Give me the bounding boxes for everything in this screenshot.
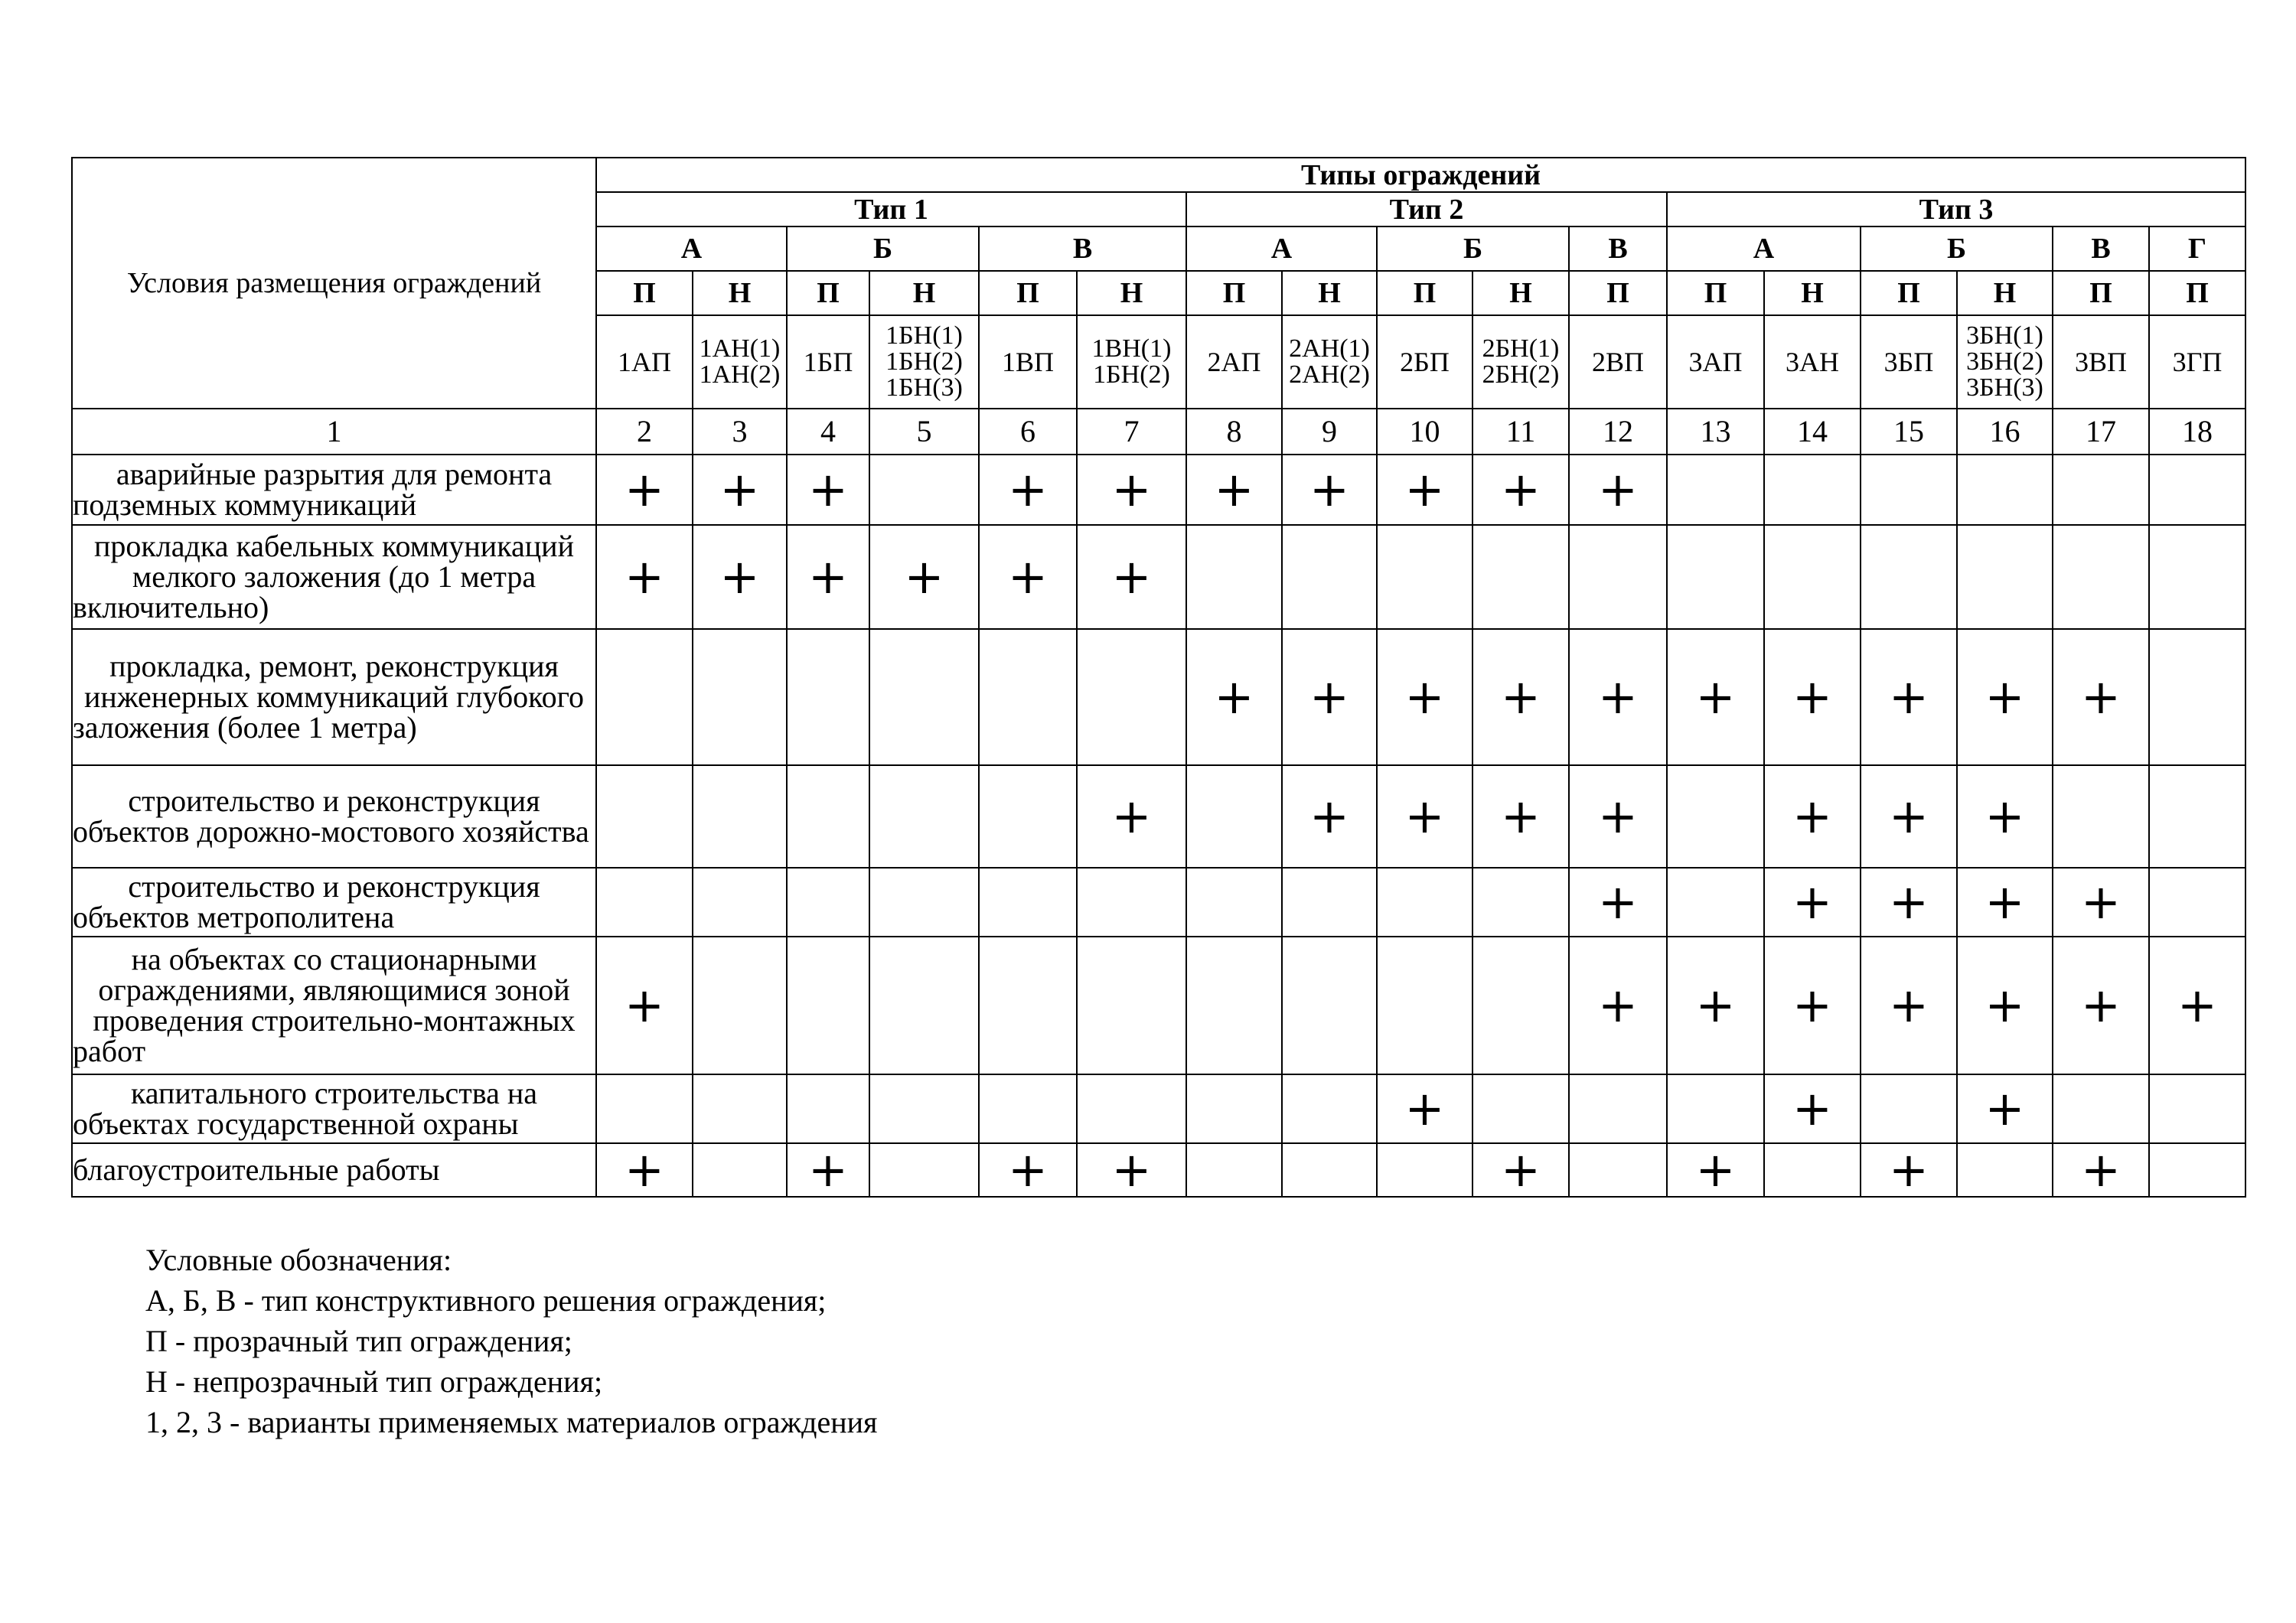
empty-cell bbox=[1667, 1074, 1764, 1143]
empty-cell bbox=[1186, 1074, 1282, 1143]
applicable-mark: + bbox=[1473, 629, 1569, 765]
applicable-mark: + bbox=[1569, 765, 1667, 868]
design-header: А bbox=[1186, 227, 1377, 271]
applicable-mark: + bbox=[1077, 455, 1186, 525]
transparency-header: Н bbox=[1764, 271, 1861, 315]
legend-line-materials: 1, 2, 3 - варианты применяемых материалов ограждения bbox=[145, 1405, 878, 1439]
empty-cell bbox=[1186, 868, 1282, 937]
empty-cell bbox=[2149, 1074, 2245, 1143]
empty-cell bbox=[1861, 525, 1957, 629]
applicable-mark: + bbox=[1282, 455, 1377, 525]
applicable-mark: + bbox=[1957, 765, 2053, 868]
empty-cell bbox=[1569, 525, 1667, 629]
column-number: 11 bbox=[1473, 409, 1569, 455]
empty-cell bbox=[1473, 1074, 1569, 1143]
applicable-mark: + bbox=[2149, 937, 2245, 1074]
empty-cell bbox=[1282, 525, 1377, 629]
fence-code-cell bbox=[693, 315, 787, 409]
empty-cell bbox=[1077, 1074, 1186, 1143]
empty-cell bbox=[2149, 868, 2245, 937]
empty-cell bbox=[1282, 868, 1377, 937]
empty-cell bbox=[2053, 765, 2149, 868]
empty-cell bbox=[2053, 525, 2149, 629]
applicable-mark: + bbox=[979, 455, 1077, 525]
applicable-mark: + bbox=[1764, 937, 1861, 1074]
empty-cell bbox=[787, 1074, 869, 1143]
fence-code: 3БН(2) bbox=[1966, 347, 2043, 376]
fence-code: 3ВП bbox=[2074, 347, 2127, 377]
type-group-header: Тип 2 bbox=[1186, 192, 1667, 227]
fence-code: 2АН(2) bbox=[1289, 360, 1370, 389]
empty-cell bbox=[1764, 1143, 1861, 1197]
fence-code-cell bbox=[1077, 315, 1186, 409]
condition-cell: строительство и реконструкция объектов дорожно-мостового хозяйства bbox=[72, 765, 596, 868]
transparency-header: Н bbox=[1957, 271, 2053, 315]
fence-code: 3БН(3) bbox=[1966, 373, 2043, 402]
empty-cell bbox=[1186, 525, 1282, 629]
applicable-mark: + bbox=[1473, 455, 1569, 525]
fence-code: 1БН(2) bbox=[1093, 360, 1170, 389]
empty-cell bbox=[1957, 1143, 2053, 1197]
fence-code: 3АП bbox=[1688, 347, 1743, 377]
column-number: 9 bbox=[1282, 409, 1377, 455]
applicable-mark: + bbox=[596, 1143, 693, 1197]
applicable-mark: + bbox=[1764, 868, 1861, 937]
empty-cell bbox=[596, 629, 693, 765]
applicable-mark: + bbox=[693, 455, 787, 525]
applicable-mark: + bbox=[1667, 1143, 1764, 1197]
design-header: А bbox=[1667, 227, 1861, 271]
empty-cell bbox=[693, 629, 787, 765]
fence-code: 1АН(1) bbox=[699, 334, 781, 363]
fence-code-cell bbox=[1764, 315, 1861, 409]
legend-line-designs: А, Б, В - тип конструктивного решения ограждения; bbox=[145, 1283, 827, 1318]
applicable-mark: + bbox=[1861, 765, 1957, 868]
fence-code-cell bbox=[1473, 315, 1569, 409]
empty-cell bbox=[2053, 455, 2149, 525]
transparency-header: П bbox=[2149, 271, 2245, 315]
fence-code-cell bbox=[1569, 315, 1667, 409]
header-row-types bbox=[72, 158, 2245, 192]
design-header: Б bbox=[787, 227, 979, 271]
table-row bbox=[72, 1143, 2245, 1197]
applicable-mark: + bbox=[1764, 629, 1861, 765]
empty-cell bbox=[1282, 1143, 1377, 1197]
empty-cell bbox=[1473, 868, 1569, 937]
column-number: 6 bbox=[979, 409, 1077, 455]
type-group-header: Тип 1 bbox=[596, 192, 1186, 227]
empty-cell bbox=[1077, 868, 1186, 937]
design-header: В bbox=[979, 227, 1186, 271]
fence-code: 2БН(1) bbox=[1482, 334, 1560, 363]
applicable-mark: + bbox=[1764, 765, 1861, 868]
fence-code-cell bbox=[1957, 315, 2053, 409]
empty-cell bbox=[1861, 455, 1957, 525]
empty-cell bbox=[1282, 937, 1377, 1074]
transparency-header: Н bbox=[1282, 271, 1377, 315]
table-row bbox=[72, 1074, 2245, 1143]
transparency-header: П bbox=[596, 271, 693, 315]
applicable-mark: + bbox=[1077, 525, 1186, 629]
empty-cell bbox=[596, 1074, 693, 1143]
empty-cell bbox=[1667, 525, 1764, 629]
column-number: 17 bbox=[2053, 409, 2149, 455]
condition-cell: прокладка, ремонт, реконструкция инженерных коммуникаций глубокого заложения (более 1 метра) bbox=[72, 629, 596, 765]
applicable-mark: + bbox=[1957, 937, 2053, 1074]
empty-cell bbox=[787, 629, 869, 765]
condition-cell: строительство и реконструкция объектов метрополитена bbox=[72, 868, 596, 937]
fence-code: 1АН(2) bbox=[699, 360, 781, 389]
empty-cell bbox=[869, 1143, 979, 1197]
types-header bbox=[596, 158, 2245, 192]
empty-cell bbox=[2053, 1074, 2149, 1143]
column-number: 4 bbox=[787, 409, 869, 455]
column-number: 14 bbox=[1764, 409, 1861, 455]
fence-code-cell bbox=[1667, 315, 1764, 409]
fence-code-cell bbox=[1282, 315, 1377, 409]
empty-cell bbox=[787, 765, 869, 868]
condition-cell: благоустроительные работы bbox=[72, 1143, 596, 1197]
empty-cell bbox=[2149, 455, 2245, 525]
applicable-mark: + bbox=[1377, 629, 1473, 765]
legend-line-opaque: Н - непрозрачный тип ограждения; bbox=[145, 1364, 603, 1399]
applicable-mark: + bbox=[1667, 937, 1764, 1074]
applicable-mark: + bbox=[787, 455, 869, 525]
fence-code: 2АП bbox=[1207, 347, 1261, 377]
empty-cell bbox=[869, 868, 979, 937]
table-row bbox=[72, 525, 2245, 629]
applicable-mark: + bbox=[596, 455, 693, 525]
table-row bbox=[72, 455, 2245, 525]
fence-code: 3БН(1) bbox=[1966, 321, 2043, 350]
transparency-header: П bbox=[1667, 271, 1764, 315]
fence-code-cell bbox=[2149, 315, 2245, 409]
column-number: 18 bbox=[2149, 409, 2245, 455]
fence-code-cell bbox=[596, 315, 693, 409]
design-header: В bbox=[2053, 227, 2149, 271]
fence-code: 2ВП bbox=[1591, 347, 1644, 377]
empty-cell bbox=[2149, 629, 2245, 765]
fence-code-cell bbox=[979, 315, 1077, 409]
applicable-mark: + bbox=[1667, 629, 1764, 765]
applicable-mark: + bbox=[1861, 1143, 1957, 1197]
fence-types-table bbox=[71, 157, 2246, 1198]
column-number: 12 bbox=[1569, 409, 1667, 455]
table-row bbox=[72, 868, 2245, 937]
applicable-mark: + bbox=[869, 525, 979, 629]
column-number: 15 bbox=[1861, 409, 1957, 455]
empty-cell bbox=[596, 868, 693, 937]
fence-code: 1ВН(1) bbox=[1091, 334, 1172, 363]
empty-cell bbox=[1473, 937, 1569, 1074]
fence-code: 2БН(2) bbox=[1482, 360, 1560, 389]
empty-cell bbox=[787, 937, 869, 1074]
design-header: А bbox=[596, 227, 787, 271]
empty-cell bbox=[1377, 868, 1473, 937]
empty-cell bbox=[1282, 1074, 1377, 1143]
empty-cell bbox=[1377, 525, 1473, 629]
transparency-header: П bbox=[1186, 271, 1282, 315]
design-header: Г bbox=[2149, 227, 2245, 271]
empty-cell bbox=[869, 937, 979, 1074]
empty-cell bbox=[596, 765, 693, 868]
column-number: 16 bbox=[1957, 409, 2053, 455]
applicable-mark: + bbox=[2053, 629, 2149, 765]
empty-cell bbox=[869, 1074, 979, 1143]
transparency-header: Н bbox=[1473, 271, 1569, 315]
empty-cell bbox=[1186, 1143, 1282, 1197]
applicable-mark: + bbox=[1377, 765, 1473, 868]
empty-cell bbox=[979, 1074, 1077, 1143]
applicable-mark: + bbox=[1957, 1074, 2053, 1143]
empty-cell bbox=[1957, 525, 2053, 629]
applicable-mark: + bbox=[2053, 937, 2149, 1074]
design-header: Б bbox=[1377, 227, 1569, 271]
fence-code: 3АН bbox=[1786, 347, 1839, 377]
applicable-mark: + bbox=[1377, 455, 1473, 525]
empty-cell bbox=[1569, 1074, 1667, 1143]
applicable-mark: + bbox=[1957, 629, 2053, 765]
applicable-mark: + bbox=[1861, 629, 1957, 765]
transparency-header: П bbox=[787, 271, 869, 315]
empty-cell bbox=[1764, 525, 1861, 629]
table-row bbox=[72, 937, 2245, 1074]
fence-code-cell bbox=[1377, 315, 1473, 409]
empty-cell bbox=[1667, 868, 1764, 937]
empty-cell bbox=[1569, 1143, 1667, 1197]
transparency-header: П bbox=[1569, 271, 1667, 315]
condition-cell: на объектах со стационарными ограждениями, являющимися зоной проведения строительно-монтажных работ bbox=[72, 937, 596, 1074]
applicable-mark: + bbox=[1569, 868, 1667, 937]
empty-cell bbox=[2149, 765, 2245, 868]
column-number: 3 bbox=[693, 409, 787, 455]
fence-code-cell bbox=[2053, 315, 2149, 409]
applicable-mark: + bbox=[1282, 765, 1377, 868]
legend-line-transparent: П - прозрачный тип ограждения; bbox=[145, 1324, 572, 1358]
empty-cell bbox=[1957, 455, 2053, 525]
applicable-mark: + bbox=[979, 525, 1077, 629]
types-header-text: Типы ограждений bbox=[1300, 158, 1541, 191]
applicable-mark: + bbox=[596, 937, 693, 1074]
empty-cell bbox=[693, 868, 787, 937]
column-number: 2 bbox=[596, 409, 693, 455]
fence-code: 1БП bbox=[803, 347, 853, 377]
transparency-header: Н bbox=[693, 271, 787, 315]
applicable-mark: + bbox=[1377, 1074, 1473, 1143]
table-row bbox=[72, 629, 2245, 765]
condition-cell: капитального строительства на объектах государственной охраны bbox=[72, 1074, 596, 1143]
fence-code: 3ГП bbox=[2172, 347, 2223, 377]
empty-cell bbox=[2149, 525, 2245, 629]
empty-cell bbox=[693, 765, 787, 868]
column-number: 10 bbox=[1377, 409, 1473, 455]
fence-code-cell bbox=[1186, 315, 1282, 409]
applicable-mark: + bbox=[979, 1143, 1077, 1197]
applicable-mark: + bbox=[1077, 1143, 1186, 1197]
applicable-mark: + bbox=[693, 525, 787, 629]
fence-code: 1БН(2) bbox=[885, 347, 963, 376]
empty-cell bbox=[979, 868, 1077, 937]
empty-cell bbox=[869, 629, 979, 765]
empty-cell bbox=[1377, 1143, 1473, 1197]
applicable-mark: + bbox=[1764, 1074, 1861, 1143]
condition-cell: прокладка кабельных коммуникаций мелкого заложения (до 1 метра включительно) bbox=[72, 525, 596, 629]
transparency-header: П bbox=[1377, 271, 1473, 315]
empty-cell bbox=[1764, 455, 1861, 525]
header-row-column-numbers bbox=[72, 409, 2245, 455]
column-number: 1 bbox=[72, 409, 596, 455]
transparency-header: Н bbox=[869, 271, 979, 315]
applicable-mark: + bbox=[596, 525, 693, 629]
applicable-mark: + bbox=[1569, 629, 1667, 765]
empty-cell bbox=[1667, 455, 1764, 525]
applicable-mark: + bbox=[1957, 868, 2053, 937]
applicable-mark: + bbox=[2053, 868, 2149, 937]
design-header: Б bbox=[1861, 227, 2053, 271]
applicable-mark: + bbox=[1861, 937, 1957, 1074]
table-row bbox=[72, 765, 2245, 868]
applicable-mark: + bbox=[1473, 765, 1569, 868]
empty-cell bbox=[787, 868, 869, 937]
condition-cell: аварийные разрытия для ремонта подземных коммуникаций bbox=[72, 455, 596, 525]
empty-cell bbox=[1186, 765, 1282, 868]
empty-cell bbox=[1377, 937, 1473, 1074]
empty-cell bbox=[693, 937, 787, 1074]
empty-cell bbox=[979, 765, 1077, 868]
legend bbox=[145, 1240, 877, 1442]
transparency-header: П bbox=[2053, 271, 2149, 315]
empty-cell bbox=[869, 455, 979, 525]
column-number: 7 bbox=[1077, 409, 1186, 455]
condition-header bbox=[72, 158, 596, 409]
empty-cell bbox=[693, 1074, 787, 1143]
applicable-mark: + bbox=[1569, 455, 1667, 525]
applicable-mark: + bbox=[1186, 455, 1282, 525]
empty-cell bbox=[693, 1143, 787, 1197]
condition-header-text: Условия размещения ограждений bbox=[126, 267, 542, 299]
applicable-mark: + bbox=[1077, 765, 1186, 868]
column-number: 8 bbox=[1186, 409, 1282, 455]
empty-cell bbox=[1186, 937, 1282, 1074]
transparency-header: П bbox=[1861, 271, 1957, 315]
empty-cell bbox=[2149, 1143, 2245, 1197]
fence-code: 3БП bbox=[1883, 347, 1934, 377]
fence-code-cell bbox=[869, 315, 979, 409]
fence-code-cell bbox=[1861, 315, 1957, 409]
design-header: В bbox=[1569, 227, 1667, 271]
fence-code: 2БП bbox=[1400, 347, 1450, 377]
transparency-header: Н bbox=[1077, 271, 1186, 315]
applicable-mark: + bbox=[1569, 937, 1667, 1074]
empty-cell bbox=[869, 765, 979, 868]
empty-cell bbox=[979, 629, 1077, 765]
fence-code: 2АН(1) bbox=[1289, 334, 1370, 363]
empty-cell bbox=[1077, 937, 1186, 1074]
empty-cell bbox=[979, 937, 1077, 1074]
applicable-mark: + bbox=[787, 525, 869, 629]
column-number: 5 bbox=[869, 409, 979, 455]
empty-cell bbox=[1473, 525, 1569, 629]
fence-code-cell bbox=[787, 315, 869, 409]
empty-cell bbox=[1861, 1074, 1957, 1143]
empty-cell bbox=[1667, 765, 1764, 868]
transparency-header: П bbox=[979, 271, 1077, 315]
applicable-mark: + bbox=[1282, 629, 1377, 765]
applicable-mark: + bbox=[1186, 629, 1282, 765]
fence-code: 1БН(1) bbox=[885, 321, 963, 350]
applicable-mark: + bbox=[787, 1143, 869, 1197]
empty-cell bbox=[1077, 629, 1186, 765]
legend-title: Условные обозначения: bbox=[145, 1243, 452, 1277]
applicable-mark: + bbox=[2053, 1143, 2149, 1197]
fence-code: 1БН(3) bbox=[885, 373, 963, 402]
applicable-mark: + bbox=[1473, 1143, 1569, 1197]
applicable-mark: + bbox=[1861, 868, 1957, 937]
column-number: 13 bbox=[1667, 409, 1764, 455]
fence-code: 1АП bbox=[618, 347, 671, 377]
type-group-header: Тип 3 bbox=[1667, 192, 2245, 227]
fence-code: 1ВП bbox=[1001, 347, 1054, 377]
